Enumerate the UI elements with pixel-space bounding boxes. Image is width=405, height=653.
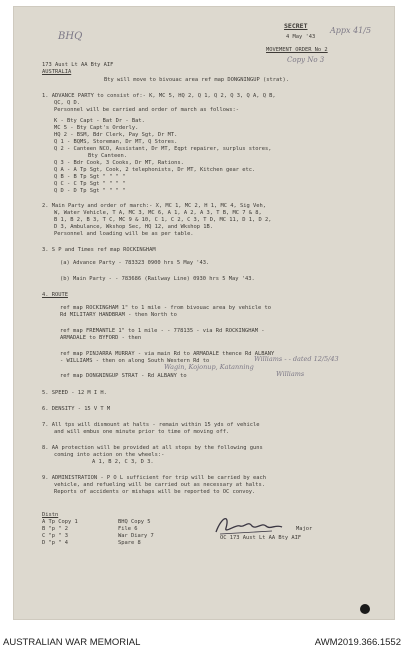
- para-3-line: (a) Advance Party - 783323 0900 hrs 5 May '43.: [60, 260, 210, 266]
- para-2-line: D 3, Ambulance, Wkshop Sec, HQ 12, and Wkshop 1B.: [54, 224, 214, 230]
- handwritten-mark-bhq: BHQ: [58, 31, 83, 42]
- handwritten-annotation: Wagin, Kojonup, Katanning: [164, 363, 254, 371]
- para-1-line: MC 5 - Bty Capt's Orderly.: [54, 125, 139, 131]
- archive-footer: [0, 633, 405, 653]
- distribution-entry: B "p " 2: [42, 526, 68, 532]
- distribution-entry: D "p " 4: [42, 540, 68, 546]
- para-2-line: Personnel and loading will be as per table.: [54, 231, 194, 237]
- para-1-line: Personnel will be carried and order of march as follows:-: [54, 107, 239, 113]
- archive-name: AUSTRALIAN WAR MEMORIAL: [3, 637, 141, 648]
- order-title: MOVEMENT ORDER No 2: [266, 47, 328, 53]
- distribution-entry: BHQ Copy 5: [118, 519, 151, 525]
- para-1-line: Q 2 - Canteen NCO, Assistant, Dr MT, Eqpt repairer, surplus stores,: [54, 146, 272, 152]
- handwritten-annotation: Williams: [276, 370, 305, 378]
- signature-rank: Major: [296, 526, 313, 532]
- signature-block: OC 173 Aust Lt AA Bty AIF: [220, 535, 302, 541]
- para-9-line: vehicle, and refueling will be carried out as necessary at halts.: [54, 482, 265, 488]
- para-2-main-party: 2. Main Party and order of march:- X, MC 1, MC 2, H 1, MC 4, Sig Veh,: [42, 203, 266, 209]
- para-6-density: 6. DENSITY - 15 V T M: [42, 406, 111, 412]
- para-1-line: QC, Q D.: [54, 100, 80, 106]
- distribution-entry: C "p " 3: [42, 533, 68, 539]
- para-1-line: K - Bty Capt - Bat Dr - Bat.: [54, 118, 145, 124]
- para-1-line: Q 1 - BQMS, Storeman, Dr MT, Q Stores.: [54, 139, 178, 145]
- para-4-line: Rd MILITARY HANDBRAM - then North to: [60, 312, 177, 318]
- distribution-title: Distn: [42, 512, 59, 518]
- document-page: [13, 6, 395, 620]
- para-4-line: ref map FREMANTLE 1" to 1 mile - - 778135 - via Rd ROCKINGHAM -: [60, 328, 265, 334]
- para-9-administration: 9. ADMINISTRATION - P O L sufficient for trip will be carried by each: [42, 475, 266, 481]
- para-3-line: (b) Main Party - - 783686 (Railway Line) 0930 hrs 5 May '43.: [60, 276, 255, 282]
- distribution-entry: War Diary 7: [118, 533, 154, 539]
- para-5-speed: 5. SPEED - 12 M I H.: [42, 390, 107, 396]
- handwritten-copy-number: Copy No 3: [287, 56, 325, 64]
- para-2-line: W, Water Vehicle, T A, MC 3, MC 6, A 1, A 2, A 3, T B, MC 7 & 8,: [54, 210, 262, 216]
- unit-location: AUSTRALIA: [42, 69, 72, 75]
- distribution-entry: File 6: [118, 526, 138, 532]
- handwritten-appendix-mark: Appx 41/5: [330, 26, 372, 35]
- para-1-advance-party: 1. ADVANCE PARTY to consist of:- K, MC 5, HQ 2, Q 1, Q 2, Q 3, Q A, Q B,: [42, 93, 276, 99]
- distribution-entry: A Tp Copy 1: [42, 519, 78, 525]
- para-1-line: Q D - D Tp Sgt " " " ": [54, 188, 126, 194]
- para-7-line: and will embus one minute prior to time of moving off.: [54, 429, 230, 435]
- para-4-line: ref map DONGNINGUP STRAT - Rd ALBANY to: [60, 373, 187, 379]
- para-1-line: HQ 2 - BSM, Bdr Clerk, Pay Sgt, Dr MT.: [54, 132, 178, 138]
- archive-reference: AWM2019.366.1552: [314, 637, 401, 648]
- intro-line: Bty will move to bivouac area ref map DONGNINGUP (strat).: [104, 77, 289, 83]
- para-4-line: ref map PINJARRA MURRAY - via main Rd to ARMADALE thence Rd ALBANY: [60, 351, 275, 357]
- para-1-line: Q A - A Tp Sgt, Cook, 2 telephonists, Dr MT, Kitchen gear etc.: [54, 167, 256, 173]
- para-1-line: Q 3 - Bdr Cook, 3 Cooks, Dr MT, Rations.: [54, 160, 184, 166]
- para-4-line: ref map ROCKINGHAM 1" to 1 mile - from bivouac area by vehicle to: [60, 305, 271, 311]
- order-date: 4 May '43: [286, 34, 316, 40]
- para-8-aa-protection: 8. AA protection will be provided at all stops by the following guns: [42, 445, 263, 451]
- para-8-line: A 1, B 2, C 3, D 3.: [92, 459, 154, 465]
- classification: SECRET: [284, 22, 308, 30]
- distribution-entry: Spare 8: [118, 540, 141, 546]
- para-4-line: ARMADALE to BYFORD - then: [60, 335, 142, 341]
- para-2-line: B 1, B 2, B 3, T C, MC 9 & 10, C 1, C 2, C 3, T D, MC 11, D 1, D 2,: [54, 217, 272, 223]
- para-7-halts: 7. All tps will dismount at halts - remain within 15 yds of vehicle: [42, 422, 260, 428]
- punch-hole: [360, 604, 370, 614]
- para-3-sp-times: 3. S P and Times ref map ROCKINGHAM: [42, 247, 156, 253]
- para-9-line: Reports of accidents or mishaps will be reported to OC convoy.: [54, 489, 256, 495]
- para-4-route: 4. ROUTE: [42, 292, 68, 298]
- para-8-line: coming into action on the wheels:-: [54, 452, 165, 458]
- para-1-line: Q B - B Tp Sgt " " " ": [54, 174, 126, 180]
- handwritten-annotation: Williams - - dated 12/5/43: [254, 355, 339, 363]
- para-1-line: Bty Canteen.: [88, 153, 127, 159]
- para-4-line: - WILLIAMS - then on along South Western Rd to: [60, 358, 210, 364]
- para-1-line: Q C - C Tp Sgt " " " ": [54, 181, 126, 187]
- unit-name: 173 Aust Lt AA Bty AIF: [42, 62, 114, 68]
